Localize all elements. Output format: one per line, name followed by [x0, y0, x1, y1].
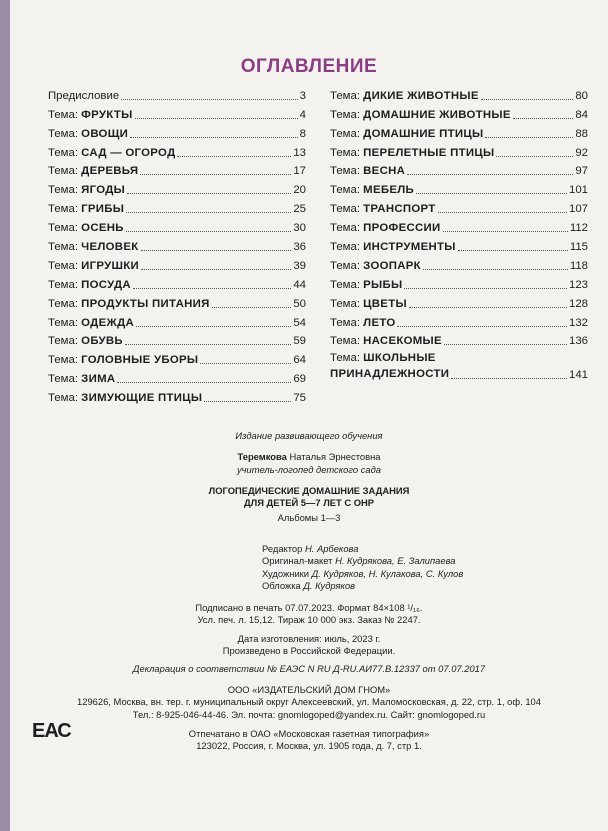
toc-entry — [48, 103, 306, 122]
toc-leader-dots — [200, 363, 291, 364]
toc-leader-dots — [496, 156, 573, 157]
toc-entry-topic: ЗИМА — [81, 373, 116, 386]
toc-page-number: 132 — [568, 316, 588, 329]
toc-leader-dots — [125, 344, 291, 345]
credit-names: Н. Кудрякова, Е. Залипаева — [335, 555, 456, 567]
toc-entry — [48, 292, 306, 311]
toc-entry-topic-continued: ПРИНАДЛЕЖНОСТИ — [330, 368, 450, 381]
toc-entry-topic: ОБУВЬ — [81, 335, 123, 348]
toc-page-number: 59 — [293, 335, 306, 348]
toc-entry — [48, 386, 306, 405]
toc-entry-label — [330, 260, 421, 273]
toc-entry-label — [48, 279, 131, 292]
toc-entry-prefix: Тема: — [330, 108, 364, 121]
toc-entry — [330, 84, 588, 103]
publisher-contacts: Тел.: 8-925-046-44-46. Эл. почта: gnomlogoped@yandex.ru. Сайт: gnomlogoped.ru — [132, 708, 486, 720]
toc-entry — [330, 311, 588, 330]
credit-role: Оригинал-макет — [262, 555, 336, 567]
publisher-address: 129626, Москва, вн. тер. г. муниципальный округ Алексеевский, ул. Маломосковская, д. 22, стр. 1, оф. 104 — [77, 696, 541, 708]
toc-entry-topic: ЗИМУЮЩИЕ ПТИЦЫ — [81, 392, 203, 405]
toc-entry-label — [330, 335, 442, 348]
toc-entry-prefix: Тема: — [330, 165, 364, 178]
toc-entry-prefix: Тема: — [330, 146, 364, 159]
toc-leader-dots — [121, 99, 297, 100]
toc-page-number: 39 — [293, 259, 306, 272]
toc-entry-label — [48, 184, 125, 197]
toc-leader-dots — [140, 174, 291, 175]
credit-names: Н. Арбекова — [304, 543, 359, 554]
toc-entry-prefix: Тема: — [48, 146, 82, 159]
toc-entry-label — [48, 354, 198, 367]
toc-leader-dots — [513, 118, 574, 119]
toc-entry-prefix: Тема: — [48, 108, 82, 121]
toc-entry-topic: ДЕРЕВЬЯ — [81, 165, 139, 178]
credit-role: Обложка — [262, 579, 304, 591]
toc-entry — [48, 273, 306, 292]
toc-entry-prefix: Тема: — [48, 316, 82, 329]
toc-page-number: 69 — [293, 373, 306, 386]
book-page — [10, 0, 608, 831]
toc-entry — [48, 178, 306, 197]
credit-names: Д. Кудряков, Н. Кулакова, С. Кулов — [311, 567, 464, 579]
toc-entry-label — [48, 109, 133, 122]
toc-entry-label — [330, 90, 479, 103]
book-title-line-1: ЛОГОПЕДИЧЕСКИЕ ДОМАШНИЕ ЗАДАНИЯ — [208, 484, 410, 496]
toc-entry — [330, 160, 588, 179]
credit-line — [262, 580, 463, 592]
toc-entry-prefix: Тема: — [48, 392, 82, 405]
toc-page-number: 123 — [568, 278, 588, 291]
toc-page-number: 36 — [293, 241, 306, 254]
toc-entry — [330, 254, 588, 273]
toc-entry-label — [330, 350, 449, 382]
toc-entry-prefix: Тема: — [48, 203, 82, 216]
toc-leader-dots — [141, 250, 292, 251]
toc-entry-label — [330, 147, 494, 160]
toc-entry-label — [48, 260, 139, 273]
toc-entry-label — [48, 335, 123, 348]
toc-entry-topic: ЯГОДЫ — [81, 184, 126, 197]
author-role: учитель-логопед детского сада — [236, 463, 382, 475]
toc-leader-dots — [458, 250, 568, 251]
toc-leader-dots — [423, 269, 568, 270]
toc-page-number: 4 — [299, 108, 306, 121]
toc-entry-label — [330, 184, 414, 197]
credit-line — [262, 555, 463, 567]
toc-leader-dots — [481, 99, 574, 100]
toc-entry-label — [48, 317, 134, 330]
imprint-header — [10, 430, 608, 525]
toc-entry-prefix: Тема: — [330, 241, 364, 254]
toc-entry — [48, 330, 306, 349]
toc-entry-topic: ИГРУШКИ — [81, 259, 140, 272]
toc-entry-label — [330, 222, 441, 235]
toc-page-number: 44 — [293, 278, 306, 291]
toc-entry — [48, 84, 306, 103]
credits-block — [262, 543, 463, 592]
toc-entry-label — [330, 165, 405, 178]
toc-page-number: 141 — [568, 369, 588, 382]
author — [10, 451, 608, 463]
print-line-2: Усл. печ. л. 15,12. Тираж 10 000 экз. Заказ № 2247. — [197, 614, 421, 626]
toc-page-number: 20 — [293, 184, 306, 197]
toc-entry-label — [48, 128, 128, 141]
toc-page-number: 50 — [293, 297, 306, 310]
toc-entry-prefix: Тема: — [330, 127, 364, 140]
toc-entry-prefix: Тема: — [330, 316, 364, 329]
toc-page-number: 54 — [293, 316, 306, 329]
print-line-1: Подписано в печать 07.07.2023. Формат 84×108 ¹/₁₆. — [195, 602, 423, 613]
toc-leader-dots — [438, 212, 567, 213]
toc-entry-prefix: Тема: — [48, 373, 82, 386]
toc-entry-prefix: Тема: — [330, 89, 364, 102]
toc-entry-topic: ГРИБЫ — [81, 203, 125, 216]
toc-entry-prefix: Тема: — [330, 184, 364, 197]
toc-entry — [48, 160, 306, 179]
toc-entry-topic: ЦВЕТЫ — [363, 297, 407, 310]
toc-entry — [330, 197, 588, 216]
toc-entry-topic: ЧЕЛОВЕК — [81, 241, 139, 254]
toc-entry-label — [48, 147, 175, 160]
toc-leader-dots — [130, 137, 298, 138]
toc-entry-prefix: Тема: — [48, 127, 82, 140]
toc-entry-topic: ТРАНСПОРТ — [363, 203, 436, 216]
toc-entry-prefix: Тема: — [48, 278, 82, 291]
toc-entry-topic: ПРОФЕССИИ — [363, 222, 441, 235]
toc-entry-topic: ОВОЩИ — [81, 127, 129, 140]
author-given-name: Наталья Эрнестовна — [286, 451, 381, 463]
toc-left-column — [48, 84, 306, 405]
toc-title: ОГЛАВЛЕНИЕ — [240, 56, 378, 77]
toc-entry-topic: ПОСУДА — [81, 278, 131, 291]
printer-name: Отпечатано в ОАО «Московская газетная типография» — [188, 728, 430, 739]
toc-entry — [48, 141, 306, 160]
toc-leader-dots — [136, 326, 291, 327]
manufacture-info — [10, 633, 608, 658]
declaration: Декларация о соответствии № ЕАЭС N RU Д-RU.АИ77.В.12337 от 07.07.2017 — [132, 663, 486, 674]
book-title — [10, 485, 608, 510]
toc-entry-topic: САД — ОГОРОД — [81, 146, 176, 159]
toc-page-number: 115 — [569, 241, 588, 254]
toc-leader-dots — [177, 156, 291, 157]
credit-line — [262, 568, 463, 580]
credit-role: Редактор — [262, 543, 305, 554]
toc-leader-dots — [409, 307, 567, 308]
toc-leader-dots — [407, 174, 573, 175]
toc-entry — [48, 311, 306, 330]
toc-entry-topic: ДОМАШНИЕ ЖИВОТНЫЕ — [363, 108, 511, 121]
toc-entry-topic: ШКОЛЬНЫЕ — [363, 352, 436, 365]
toc-entry — [330, 292, 588, 311]
toc-entry-topic: МЕБЕЛЬ — [363, 184, 415, 197]
toc-entry-prefix: Тема: — [48, 184, 82, 197]
toc-leader-dots — [485, 137, 573, 138]
toc-page-number: 101 — [568, 184, 588, 197]
toc-page-number: 3 — [299, 89, 306, 102]
toc-entry-prefix: Тема: — [48, 165, 82, 178]
toc-entry-label — [48, 241, 139, 254]
toc-entry-prefix: Тема: — [330, 259, 364, 272]
toc-entry-label — [330, 317, 395, 330]
toc-entry — [330, 273, 588, 292]
toc-entry-label — [48, 165, 138, 178]
toc-entry — [330, 235, 588, 254]
toc-entry-prefix: Предисловие — [48, 89, 120, 102]
toc-entry-label — [330, 109, 511, 122]
toc-entry-topic: ГОЛОВНЫЕ УБОРЫ — [81, 354, 199, 367]
toc-entry-prefix: Тема: — [330, 222, 364, 235]
toc-page-number: 84 — [575, 108, 588, 121]
toc-page-number: 8 — [299, 127, 306, 140]
toc-entry-prefix: Тема: — [330, 297, 364, 310]
toc-entry-label — [330, 279, 402, 292]
toc-entry — [330, 216, 588, 235]
toc-page-number: 64 — [293, 354, 306, 367]
toc-leader-dots — [126, 231, 292, 232]
series-name: Издание развивающего обучения — [235, 430, 383, 441]
toc-entry-label — [48, 90, 119, 103]
toc-leader-dots — [135, 118, 298, 119]
toc-entry-prefix: Тема: — [48, 241, 82, 254]
albums: Альбомы 1—3 — [277, 512, 341, 524]
toc-page-number: 80 — [575, 89, 588, 102]
toc-page-number: 136 — [568, 335, 588, 348]
toc-leader-dots — [204, 401, 291, 402]
book-title-line-2: ДЛЯ ДЕТЕЙ 5—7 ЛЕТ С ОНР — [243, 497, 375, 509]
toc-entry-topic: РЫБЫ — [363, 278, 403, 291]
toc-leader-dots — [443, 231, 568, 232]
printer-info — [10, 728, 608, 753]
toc-entry — [330, 141, 588, 160]
toc-leader-dots — [127, 193, 291, 194]
toc-leader-dots — [126, 212, 291, 213]
toc-entry-prefix: Тема: — [48, 335, 82, 348]
toc-entry-label — [48, 373, 115, 386]
printer-address: 123022, Россия, г. Москва, ул. 1905 года, д. 7, стр 1. — [196, 740, 422, 752]
toc-entry-topic: ОДЕЖДА — [81, 316, 135, 329]
toc-leader-dots — [141, 269, 291, 270]
toc-leader-dots — [404, 288, 567, 289]
toc-leader-dots — [416, 193, 567, 194]
toc-right-column — [330, 84, 588, 382]
credit-names: Д. Кудряков — [303, 579, 356, 591]
toc-entry — [48, 122, 306, 141]
toc-leader-dots — [133, 288, 291, 289]
toc-leader-dots — [397, 326, 567, 327]
print-info — [10, 602, 608, 627]
toc-entry — [330, 348, 588, 382]
toc-entry-topic: ЛЕТО — [363, 316, 396, 329]
toc-entry-topic: ФРУКТЫ — [81, 108, 133, 121]
eac-mark: ЕАС — [32, 720, 71, 742]
toc-page-number: 25 — [293, 203, 306, 216]
toc-entry — [330, 330, 588, 349]
toc-entry-topic: ПЕРЕЛЕТНЫЕ ПТИЦЫ — [363, 146, 495, 159]
toc-leader-dots — [117, 382, 291, 383]
toc-entry-prefix: Тема: — [330, 352, 364, 365]
toc-entry-topic: ВЕСНА — [363, 165, 406, 178]
toc-entry-label — [48, 298, 210, 311]
toc-page-number: 88 — [575, 127, 588, 140]
toc-entry-topic: ДОМАШНИЕ ПТИЦЫ — [363, 127, 484, 140]
toc-entry-label — [330, 128, 483, 141]
toc-entry-topic: НАСЕКОМЫЕ — [363, 335, 442, 348]
publisher-name: ООО «ИЗДАТЕЛЬСКИЙ ДОМ ГНОМ» — [227, 684, 391, 695]
toc-entry-prefix: Тема: — [330, 278, 364, 291]
toc-entry — [48, 348, 306, 367]
toc-entry-prefix: Тема: — [48, 222, 82, 235]
toc-entry — [330, 122, 588, 141]
toc-entry-prefix: Тема: — [48, 297, 82, 310]
toc-entry-prefix: Тема: — [330, 203, 364, 216]
author-surname: Теремкова — [237, 451, 287, 463]
made-date: Дата изготовления: июль, 2023 г. — [237, 633, 381, 644]
toc-entry-prefix: Тема: — [48, 354, 82, 367]
toc-page-number: 128 — [568, 297, 588, 310]
toc-entry — [330, 178, 588, 197]
toc-leader-dots — [444, 344, 567, 345]
toc-leader-dots — [451, 378, 567, 379]
toc-leader-dots — [212, 307, 292, 308]
credit-line — [262, 543, 463, 555]
toc-entry-label — [330, 298, 407, 311]
toc-entry-label — [330, 241, 456, 254]
toc-page-number: 75 — [293, 392, 306, 405]
toc-entry-label — [48, 222, 124, 235]
made-in: Произведено в Российской Федерации. — [222, 645, 396, 657]
toc-page-number: 92 — [575, 146, 588, 159]
toc-entry-prefix: Тема: — [330, 335, 364, 348]
toc-page-number: 107 — [568, 203, 588, 216]
toc-entry — [48, 367, 306, 386]
toc-entry-label — [330, 203, 436, 216]
toc-entry-topic: ИНСТРУМЕНТЫ — [363, 241, 456, 254]
toc-entry-label — [48, 203, 124, 216]
toc-entry — [48, 197, 306, 216]
credit-role: Художники — [262, 567, 312, 579]
toc-entry-topic: ЗООПАРК — [363, 259, 421, 272]
toc-entry — [48, 235, 306, 254]
toc-entry-prefix: Тема: — [48, 259, 82, 272]
toc-entry-topic: ОСЕНЬ — [81, 222, 124, 235]
toc-page-number: 118 — [569, 259, 588, 272]
toc-entry — [48, 216, 306, 235]
toc-entry — [330, 103, 588, 122]
toc-page-number: 13 — [293, 146, 306, 159]
toc-page-number: 17 — [293, 165, 306, 178]
toc-page-number: 112 — [569, 222, 588, 235]
publisher-info — [10, 684, 608, 721]
toc-page-number: 97 — [575, 165, 588, 178]
toc-page-number: 30 — [293, 222, 306, 235]
toc-entry — [48, 254, 306, 273]
toc-entry-label — [48, 392, 202, 405]
toc-entry-topic: ДИКИЕ ЖИВОТНЫЕ — [363, 89, 479, 102]
toc-entry-topic: ПРОДУКТЫ ПИТАНИЯ — [81, 297, 210, 310]
